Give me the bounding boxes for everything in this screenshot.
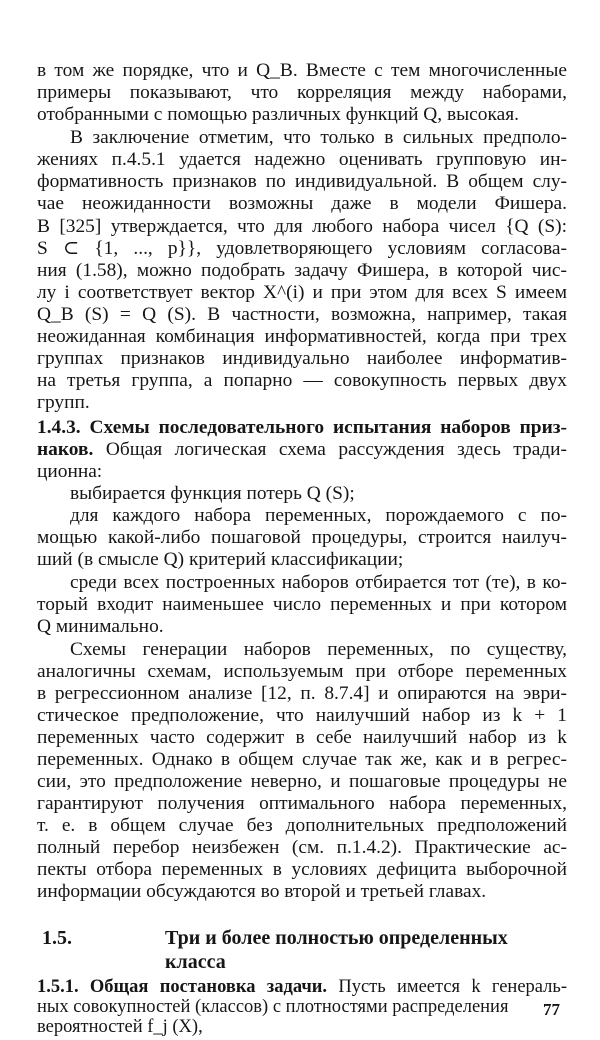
- text-line: чае неожиданности возможны даже в модели Фишера.: [37, 193, 567, 214]
- text-line: примеры показывают, что корреляция между наборами,: [37, 82, 567, 103]
- subsection-heading-1-4-3: 1.4.3. Схемы последовательного испытания наборов приз-: [37, 417, 567, 438]
- text-line: [37, 976, 567, 998]
- text-line: полный перебор неизбежен (см. п.1.4.2). Практические ас-: [37, 837, 567, 858]
- text-line: на третья группа, а попарно — совокупность первых двух: [37, 370, 567, 391]
- step-line: торый входит наименьшее число переменных и при котором: [37, 594, 567, 615]
- text-line: в регрессионном анализе [12, п. 8.7.4] и опираются на эври-: [37, 683, 567, 704]
- text-line: неожиданная комбинация информативностей, когда при трех: [37, 326, 567, 347]
- text-line: S ⊂ {1, ..., p}}, удовлетворяющего условиям согласова-: [37, 238, 567, 259]
- step-line: мощью какой-либо пошаговой процедуры, строится наилуч-: [37, 527, 567, 548]
- text-line: гарантируют получения оптимального набора переменных,: [37, 793, 567, 814]
- step-line: ший (в смысле Q) критерий классификации;: [37, 549, 404, 570]
- text-line: стическое предположение, что наилучший набор из k + 1: [37, 705, 567, 726]
- text-line: В [325] утверждается, что для любого набора чисел {Q (S):: [37, 216, 567, 237]
- text-line: в том же порядке, что и Q_B. Вместе с тем многочисленные: [37, 60, 567, 81]
- text-line: переменных часто содержит в себе наилучший набор из k: [37, 727, 567, 748]
- step-line: Q минимально.: [37, 616, 164, 637]
- text-line: групп.: [37, 392, 90, 413]
- text-line: отобранными с помощью различных функций Q, высокая.: [37, 104, 519, 125]
- text-line: ния (1.58), можно подобрать задачу Фишера, в которой чис-: [37, 260, 567, 281]
- step-line: среди всех построенных наборов отбирается тот (те), в ко-: [70, 572, 567, 593]
- text-line: Схемы генерации наборов переменных, по существу,: [70, 639, 567, 660]
- step-line: для каждого набора переменных, порождаемого с по-: [70, 505, 567, 526]
- text-line: группах признаков индивидуально наиболее информатив-: [37, 348, 567, 369]
- section-title: класса: [165, 951, 226, 973]
- section-number: 1.5.: [42, 927, 72, 949]
- text-line: Q_B (S) = Q (S). В частности, возможна, например, такая: [37, 304, 567, 325]
- text-line: лу i соответствует вектор X^(i) и при этом для всех S имеем: [37, 282, 567, 303]
- subsection-heading-1-5-1: 1.5.1. Общая постановка задачи.: [37, 977, 328, 997]
- text-line: вероятностей f_j (X),: [37, 1017, 203, 1037]
- step-line: выбирается функция потерь Q (S);: [70, 483, 355, 504]
- section-title: Три и более полностью определенных: [165, 927, 508, 949]
- text-line: информации обсуждаются во второй и третьей главах.: [37, 881, 487, 902]
- text-line: ных совокупностей (классов) с плотностями распределения: [37, 997, 509, 1017]
- text-line: аналогичны схемам, используемым при отборе переменных: [37, 661, 567, 682]
- text-line: формативность признаков по индивидуальной. В общем слу-: [37, 171, 567, 192]
- heading-continuation: наков.: [37, 439, 94, 460]
- text-fragment: Пусть имеется k генераль-: [327, 977, 567, 997]
- text-line: [37, 439, 567, 461]
- text-fragment: Общая логическая схема рассуждения здесь тради-: [93, 439, 567, 460]
- text-line: ционна:: [37, 461, 103, 482]
- text-line: В заключение отметим, что только в сильных предполо-: [70, 127, 567, 148]
- page-number: 77: [543, 1000, 560, 1019]
- text-line: т. е. в общем случае без дополнительных предположений: [37, 815, 567, 836]
- text-line: переменных. Однако в общем случае так же, как и в регрес-: [37, 749, 567, 770]
- text-line: сии, это предположение неверно, и пошаговые процедуры не: [37, 771, 567, 792]
- text-line: жениях п.4.5.1 удается надежно оценивать групповую ин-: [37, 149, 567, 170]
- text-line: пекты отбора переменных в условиях дефицита выборочной: [37, 859, 567, 880]
